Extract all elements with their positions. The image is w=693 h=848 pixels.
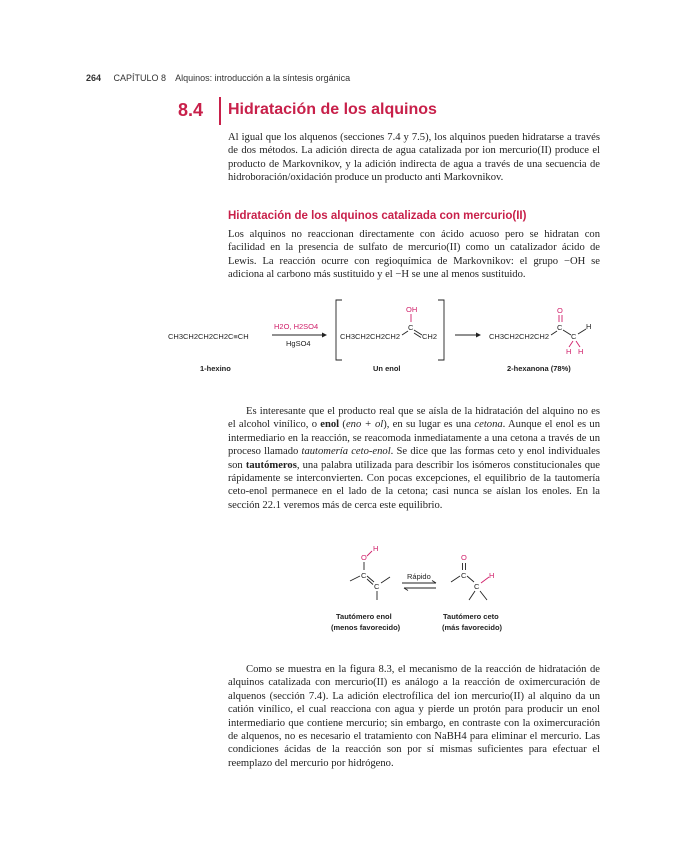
- ketone-methyl-c: C: [571, 332, 577, 341]
- enol-chain: CH3CH2CH2CH2: [340, 332, 401, 341]
- p3-text-3: ), en su lugar es una: [383, 419, 475, 431]
- intro-paragraph: Al igual que los alquenos (secciones 7.4 y 7.5), los alquinos pueden hidratarse a través de dos métodos. La adición directa de agua catalizada por ion mercurio(II) produce el producto de Markovnikov, y la adición indirecta de agua a través de una secuencia de hidroboración/oxidación produce un producto anti Markovnikov.: [228, 132, 600, 184]
- subsection-title: Hidratación de los alquinos catalizada con mercurio(II): [228, 210, 527, 222]
- keto-taut-c2-bond: [467, 576, 474, 582]
- keto-taut-down-left: [469, 591, 475, 600]
- keto-taut-down-right: [480, 591, 487, 600]
- keto-taut-label-1: Tautómero ceto: [443, 612, 499, 621]
- enol-taut-label-2: (menos favorecido): [331, 623, 401, 632]
- enol-taut-c2: C: [374, 582, 380, 591]
- label-2-hexanona: 2-hexanona (78%): [507, 364, 571, 373]
- keto-taut-h: H: [489, 571, 495, 580]
- page-number: 264: [86, 73, 102, 83]
- enol-taut-label-1: Tautómero enol: [336, 612, 392, 621]
- ketone-oxygen: O: [557, 306, 563, 315]
- term-cetona: cetona: [474, 419, 503, 431]
- enol-carbon: C: [408, 323, 414, 332]
- term-tautomeria: tautomería ceto-enol: [301, 446, 391, 458]
- paragraph-2: Los alquinos no reaccionan directamente con ácido acuoso pero se hidratan con facilidad en la presencia de sulfato de mercurio(II) como un catalizador ácido de Lewis. La reacción ocurre con regioquímica de Markovnikov: el grupo −OH se adiciona al carbono más sustituido y el −H se une al menos sustituido.: [228, 229, 600, 281]
- enol-ch2: CH2: [422, 332, 438, 341]
- keto-taut-ch-bond: [481, 577, 489, 583]
- enol-taut-left-bond: [350, 576, 360, 581]
- keto-taut-label-2: (más favorecido): [442, 623, 503, 632]
- enol-taut-double-a: [367, 576, 374, 582]
- term-tautomeros: tautómeros: [245, 459, 297, 471]
- p3-text-5: . Se dice que las formas ceto y enol individuales son: [228, 446, 600, 471]
- equilibrium-label: Rápido: [407, 572, 431, 581]
- p3-text-2: (: [339, 419, 346, 431]
- section-title: Hidratación de los alquinos: [228, 101, 437, 118]
- p3-text-1: Es interesante que el producto real que se aísla de la hidratación del alquino no es el alcohol vinílico, o: [228, 406, 600, 431]
- enol-etymology: eno + ol: [345, 419, 384, 431]
- reagent-bottom: HgSO4: [286, 339, 311, 348]
- p3-text-4: . Aunque el enol es un intermediario en la reacción, se reacomoda inmediatamente a una cetona a través de un proceso llamado: [228, 419, 601, 458]
- enol-taut-oh-bond: [367, 551, 372, 556]
- p3-text-6: , una palabra utilizada para describir los isómeros constitucionales que rápidamente se interconvierten. Con pocas excepciones, el equilibrio de la tautomería ceto-enol permanece en el lado de la cetona; casi nunca se aíslan los enoles. En la sección 22.1 veremos más de cerca este equilibrio.: [228, 459, 600, 511]
- enol-oh: OH: [406, 305, 418, 314]
- label-1-hexino: 1-hexino: [200, 364, 231, 373]
- enol-taut-c1: C: [361, 571, 367, 580]
- chapter-title: Alquinos: introducción a la síntesis orgánica: [175, 73, 351, 83]
- chapter-label: CAPÍTULO 8: [113, 73, 167, 83]
- enol-taut-h: H: [373, 544, 379, 553]
- reactant-formula: CH3CH2CH2CH2C≡CH: [168, 332, 249, 341]
- keto-taut-oxygen: O: [461, 553, 467, 562]
- keto-taut-c2: C: [474, 582, 480, 591]
- keto-taut-left-bond: [451, 576, 460, 582]
- term-enol: enol: [320, 419, 340, 431]
- enol-taut-right-bond: [381, 577, 390, 583]
- ketone-chain: CH3CH2CH2CH2: [489, 332, 550, 341]
- paragraph-4: Como se muestra en la figura 8.3, el mecanismo de la reacción de hidratación de alquinos catalizada con mercurio(II) es análogo a la reacción de oximercuración de alquenos (sección 7.4). La adición electrofílica del ion mercurio(II) al alquino da un catión vinílico, el cual reacciona con agua y pierde un protón para producir un enol intermediario que contiene mercurio; sin embargo, en contraste con la oximercuración de alquenos, no es necesario el tratamiento con NaBH4 para eliminar el mercurio. Las condiciones ácidas de la reacción son por sí mismas suficientes para efectuar el reemplazo del mercurio por hidrógeno.: [228, 664, 600, 769]
- ketone-h-bottom: H: [578, 347, 584, 356]
- reagent-top: H2O, H2SO4: [274, 322, 319, 331]
- ketone-carbonyl-c: C: [557, 323, 563, 332]
- section-number: 8.4: [178, 100, 204, 120]
- keto-taut-c1: C: [461, 571, 467, 580]
- label-enol: Un enol: [373, 364, 401, 373]
- enol-taut-oxygen: O: [361, 553, 367, 562]
- ketone-h-right: H: [586, 322, 592, 331]
- ketone-h-left: H: [566, 347, 572, 356]
